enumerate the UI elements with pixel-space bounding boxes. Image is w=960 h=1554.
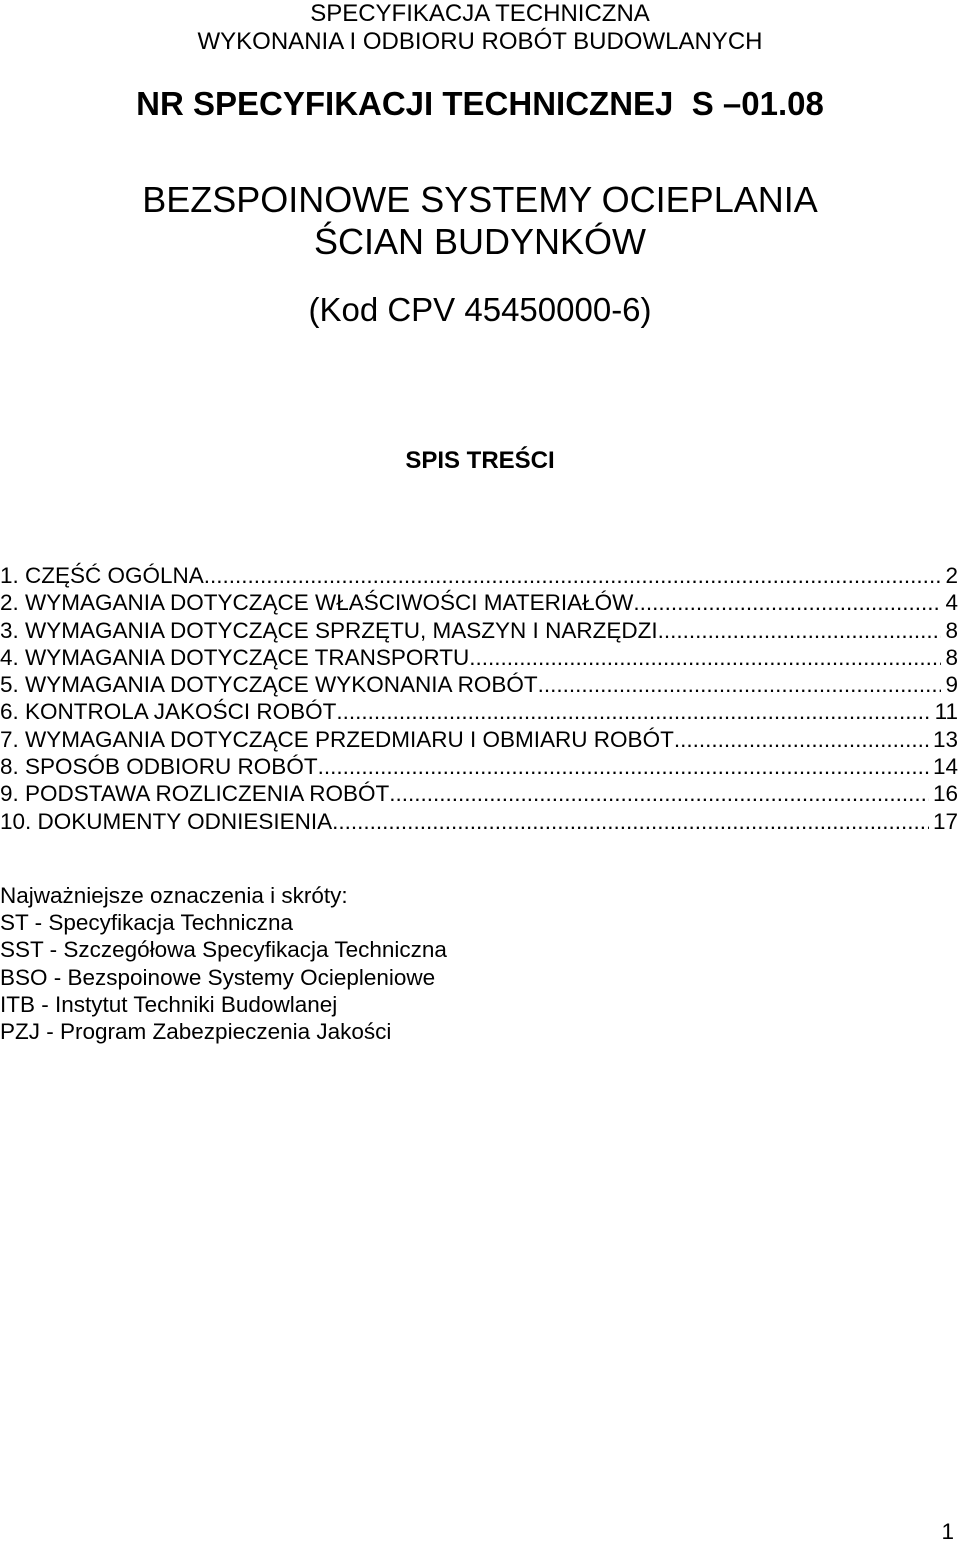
abbreviation-item: BSO - Bezspoinowe Systemy Ociepleniowe: [0, 964, 436, 990]
cpv-code: (Kod CPV 45450000-6): [308, 291, 652, 328]
toc-dot-leader: [389, 780, 929, 807]
toc-dot-leader: [332, 808, 929, 835]
toc-entry-label: 2. WYMAGANIA DOTYCZĄCE WŁAŚCIWOŚCI MATERIAŁÓW: [0, 590, 634, 616]
toc-dot-leader: [538, 671, 942, 698]
toc-entry-label: 6. KONTROLA JAKOŚCI ROBÓT: [0, 699, 337, 725]
toc-entry-page: 14: [932, 754, 958, 780]
toc-entry[interactable]: [0, 808, 960, 835]
abbreviations-heading: Najważniejsze oznaczenia i skróty:: [0, 883, 348, 908]
toc-entry-label: 5. WYMAGANIA DOTYCZĄCE WYKONANIA ROBÓT: [0, 672, 538, 698]
toc-entry-page: 9: [945, 672, 958, 698]
toc-heading: SPIS TREŚCI: [405, 447, 555, 474]
toc-entry-page: 8: [945, 644, 958, 670]
abbreviations-section: [0, 882, 960, 1045]
abbreviation-item: ITB - Instytut Techniki Budowlanej: [0, 991, 338, 1017]
toc-entry-label: 3. WYMAGANIA DOTYCZĄCE SPRZĘTU, MASZYN I NARZĘDZI: [0, 617, 658, 643]
toc-dot-leader: [633, 589, 941, 616]
toc-entry-label: 8. SPOSÓB ODBIORU ROBÓT: [0, 754, 318, 780]
document-title-line-2: ŚCIAN BUDYNKÓW: [313, 221, 647, 262]
toc-entry-label: 7. WYMAGANIA DOTYCZĄCE PRZEDMIARU I OBMIARU ROBÓT: [0, 726, 674, 752]
toc-entry[interactable]: [0, 562, 960, 589]
toc-entry[interactable]: [0, 726, 960, 753]
abbreviation-item: ST - Specyfikacja Techniczna: [0, 910, 294, 936]
toc-dot-leader: [469, 644, 941, 671]
toc-dot-leader: [336, 698, 930, 725]
page-number: 1: [941, 1519, 954, 1544]
toc-entry-page: 13: [932, 726, 958, 752]
toc-entry-label: 1. CZĘŚĆ OGÓLNA: [0, 563, 204, 588]
toc-dot-leader: [204, 562, 942, 589]
toc-dot-leader: [318, 753, 929, 780]
toc-entry-page: 4: [945, 590, 958, 616]
toc-entry-label: 9. PODSTAWA ROZLICZENIA ROBÓT: [0, 781, 390, 807]
toc-entry-page: 11: [934, 699, 958, 725]
toc-dot-leader: [658, 617, 942, 644]
toc-entry[interactable]: [0, 617, 960, 644]
toc-entry[interactable]: [0, 644, 960, 671]
toc-entry-label: 10. DOKUMENTY ODNIESIENIA: [0, 808, 333, 834]
toc-dot-leader: [674, 726, 929, 753]
toc-entry[interactable]: [0, 671, 960, 698]
document-header-line-2: WYKONANIA I ODBIORU ROBÓT BUDOWLANYCH: [197, 28, 763, 55]
toc-entry[interactable]: [0, 589, 960, 616]
document-header-line-1: SPECYFIKACJA TECHNICZNA: [310, 0, 650, 27]
spec-number: NR SPECYFIKACJI TECHNICZNEJ S –01.08: [136, 85, 824, 122]
abbreviation-item: PZJ - Program Zabezpieczenia Jakości: [0, 1018, 392, 1044]
document-title-line-1: BEZSPOINOWE SYSTEMY OCIEPLANIA: [142, 179, 818, 220]
toc-entry-label: 4. WYMAGANIA DOTYCZĄCE TRANSPORTU: [0, 644, 470, 670]
abbreviation-item: SST - Szczegółowa Specyfikacja Techniczna: [0, 937, 447, 963]
toc-entry[interactable]: [0, 698, 960, 725]
toc-entry[interactable]: [0, 780, 960, 807]
toc-entry-page: 8: [945, 617, 958, 643]
toc-entry[interactable]: [0, 753, 960, 780]
table-of-contents: [0, 562, 960, 835]
toc-entry-page: 17: [932, 808, 958, 834]
toc-entry-page: 2: [945, 563, 958, 588]
toc-entry-page: 16: [932, 781, 958, 807]
